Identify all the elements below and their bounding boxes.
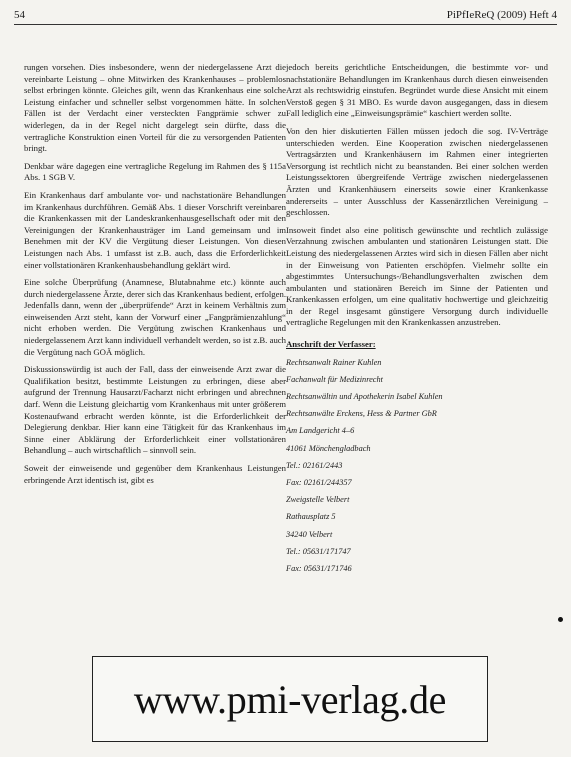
address-line: 34240 Velbert [286,529,333,539]
left-column [24,62,286,492]
address-line: Fachanwalt für Medizinrecht [286,374,383,384]
paragraph: Ein Krankenhaus darf ambulante vor- und nachstationäre Behandlungen im Krankenhaus durchführen. Gemäß Abs. 1 dieser Vorschrift vereinbaren die Krankenkassen mit der Landeskrankenhausgesellschaft oder mit den Vereinigungen der Krankenhausträger im Land gemeinsam und im Benehmen mit der KV die Vergütung dieser Leistungen. Von diesen Leistungen nach Abs. 1 umfasst ist z.B. auch, dass die Erforderlichkeit einer vollstationären Krankenhausbehandlung geklärt wird. [24,189,286,270]
address-line: Rechtsanwalt Rainer Kuhlen [286,357,382,367]
address-line: Rathausplatz 5 [286,512,336,522]
address-line: Zweigstelle Velbert [286,495,350,505]
address-line: Am Landgericht 4–6 [286,426,355,436]
paragraph: Diskussionswürdig ist auch der Fall, dass der einweisende Arzt zwar die Qualifikation besitzt, bestimmte Leistungen zu erbringen, diese aber aufgrund der Trennung Hausarzt/Facharzt nicht erbringen und abrechnen darf. Wenn die Leistung gleichartig vom Krankenhaus mit unter größerem Kostenaufwand erbracht werden könnte, ist die Erforderlichkeit der Delegierung denkbar. Hier kann eine Tätigkeit für das Krankenhaus im Sinne einer Abklärung der Erforderlichkeit einer vollstationären Behandlung – auch wirtschaftlich – sinnvoll sein. [24,364,286,456]
address-line: Fax: 05631/171746 [286,564,352,574]
publisher-advertisement [92,656,488,742]
paragraph: Von den hier diskutierten Fällen müssen jedoch die sog. IV-Verträge unterschieden werden. Eine Kooperation zwischen niedergelassenen Vertragsärzten und Krankenhäusern im Rahmen einer integrierten Versorgung ist rechtlich nicht zu beanstanden. Bei einer solchen werden Leistungssektoren übergreifende Verträge zwischen niedergelassenen Ärzten und Krankenhäusern einerseits sowie einer Krankenkasse andererseits – unter Ausschluss der Kassenärztlichen Vereinigung – geschlossen. [286,125,548,218]
address-line: Fax: 02161/244357 [286,478,352,488]
paragraph: Soweit der einweisende und gegenüber dem Krankenhaus Leistungen erbringende Arzt identisch ist, gibt es [24,463,286,485]
journal-citation: PiPfIeReQ (2009) Heft 4 [446,9,557,21]
address-title: Anschrift der Verfasser: [286,339,376,350]
page-header [14,6,557,25]
address-line: Tel.: 02161/2443 [286,460,343,470]
address-line: Rechtsanwältin und Apothekerin Isabel Kuhlen [286,392,443,402]
publisher-url: www.pmi-verlag.de [133,676,447,722]
address-line: 41061 Mönchengladbach [286,443,371,453]
page-number: 54 [14,9,25,21]
author-address [286,339,548,574]
paragraph: rungen vorsehen. Dies insbesondere, wenn der niedergelassene Arzt die vereinbarte Leistung – ohne Mitwirken des Krankenhauses – problemlos selbst erbringen könnte. Gleiches gilt, wenn das Krankenhaus eine solche Leistung einfacher und schneller selbst vorgenommen hätte. In solchen Fällen ist der Verdacht einer versteckten Fangprämie schwer zu widerlegen, da in der Regel nicht dargelegt sein dürfte, dass die vertragliche Konstruktion einen Vorteil für die zu versorgenden Patienten bringt. [24,62,286,154]
paragraph: jedoch bereits gerichtliche Entscheidungen, die bestimmte vor- und nachstationäre Behandlungen im Krankenhaus durch diesen einweisenden Arzt als rechtswidrig einstufen. Begründet wurde diese Ansicht mit einem Verstoß gegen § 31 MBO. Es wurde davon ausgegangen, dass in diesem Fall lediglich eine „Einweisungsprämie“ kaschiert werden sollte. [286,62,548,119]
right-column [286,62,548,580]
paragraph: Eine solche Überprüfung (Anamnese, Blutabnahme etc.) könnte auch durch niedergelassene Ärzte, derer sich das Krankenhaus bedient, erfolgen. Jedenfalls dann, wenn der „überprüfende“ Arzt in keinem Verhältnis zum einweisenden Arzt steht, kann der Vorwurf einer „Fangprämienzahlung“ nicht erhoben werden. Die Vergütung zwischen Krankenhaus und niedergelassenem Arzt kann individuell verhandelt werden, so ist z.B. auch die Vergütung nach GOÄ möglich. [24,277,286,357]
address-line: Rechtsanwälte Erckens, Hess & Partner GbR [286,409,437,419]
address-line: Tel.: 05631/171747 [286,546,351,556]
paragraph: Denkbar wäre dagegen eine vertragliche Regelung im Rahmen des § 115a Abs. 1 SGB V. [24,160,286,183]
end-of-article-bullet [558,617,563,622]
paragraph: Insoweit findet also eine politisch gewünschte und rechtlich zulässige Verzahnung zwischen ambulanten und stationären Leistungen statt. Die Leistung des niedergelassenen Arztes wird sich in diesen Fällen aber nicht in der Einweisung von Patienten erschöpfen. Vielmehr sollte ein abgestimmtes Untersuchungs-/Behandlungsverhalten zwischen dem ambulanten und stationären Bereich im Sinne der Patienten und Krankenkassen erfolgen, um eine qualitativ hochwertige und gleichzeitig in der Regel insgesamt günstigere Versorgung durch individuelle vertragliche Regelungen mit den Krankenkassen anzustreben. [286,224,548,328]
